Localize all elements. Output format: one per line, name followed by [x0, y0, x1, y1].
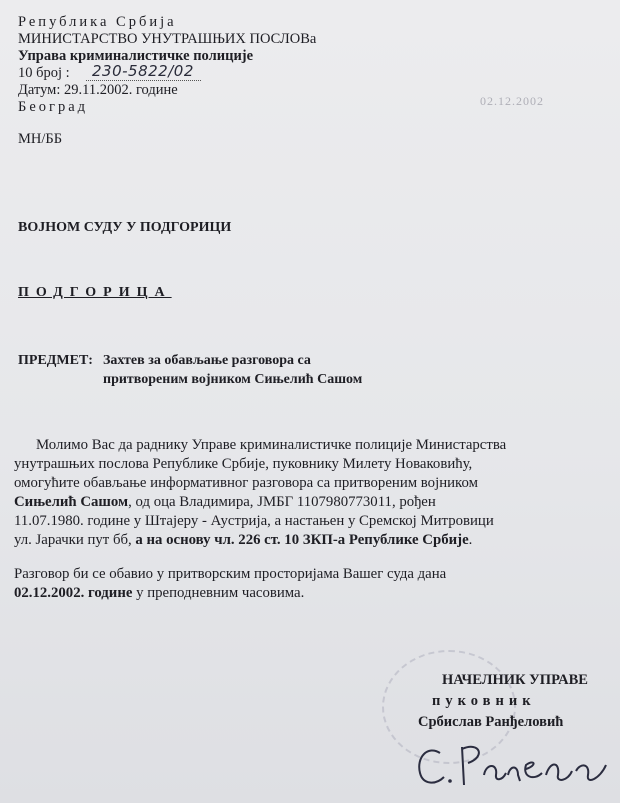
signature-rank: пуковник [432, 693, 536, 709]
body-p2-line-2-rest: у преподневним часовима. [132, 585, 305, 601]
header-number-label: 10 број : [18, 65, 70, 81]
body-line-1: Молимо Вас да раднику Управе криминалистичке полиције Министарства [36, 437, 507, 453]
body-p2-line-2 [14, 584, 304, 603]
header-directorate: Управа криминалистичке полиције [18, 48, 254, 64]
recipient-court: ВОЈНОМ СУДУ У ПОДГОРИЦИ [18, 220, 232, 235]
body-line-6-end: . [468, 532, 473, 548]
subject-line1: Захтев за обављање разговора са [103, 353, 311, 368]
recipient-city: ПОДГОРИЦА [18, 285, 172, 300]
body-p2-line-1: Разговор би се обавио у притворским просторијама Вашег суда дана [14, 566, 447, 582]
header-country: Република Србија [18, 14, 177, 30]
handwritten-signature [410, 735, 620, 795]
subject-line2: притвореним војником Сињелић Сашом [103, 372, 363, 387]
signature-title: НАЧЕЛНИК УПРАВЕ [442, 672, 588, 688]
body-line-5: 11.07.1980. године у Штајеру - Аустрија, а настањен у Сремској Митровици [14, 513, 494, 529]
body-line-4-rest: , од оца Владимира, ЈМБГ 1107980773011, рођен [128, 494, 436, 510]
body-line-3: омогућите обављање информативног разговора са притвореним војником [14, 475, 478, 491]
subject-label: ПРЕДМЕТ: [18, 353, 93, 368]
body-line-2: унутрашњих послова Републике Србије, пуковнику Милету Новаковићу, [14, 456, 473, 472]
meeting-date: 02.12.2002. године [14, 585, 133, 601]
header-initials: МН/ББ [18, 131, 63, 147]
number-underline [86, 80, 201, 81]
signature-name: Србислав Ранђеловић [418, 714, 564, 730]
header-number-handwritten: 230-5822/02 [92, 62, 194, 80]
detainee-name: Сињелић Сашом [14, 494, 129, 510]
body-line-6 [14, 531, 472, 550]
header-date: Датум: 29.11.2002. године [18, 82, 178, 98]
body-line-4 [14, 493, 436, 512]
body-line-6-start: ул. Јарачки пут бб, [14, 532, 136, 548]
received-stamp: 02.12.2002 [480, 94, 544, 108]
header-city: Београд [18, 99, 89, 115]
legal-basis: а на основу чл. 226 ст. 10 ЗКП-а Републике Србије [135, 532, 469, 548]
header-ministry: МИНИСТАРСТВО УНУТРАШЊИХ ПОСЛОВа [18, 31, 317, 47]
